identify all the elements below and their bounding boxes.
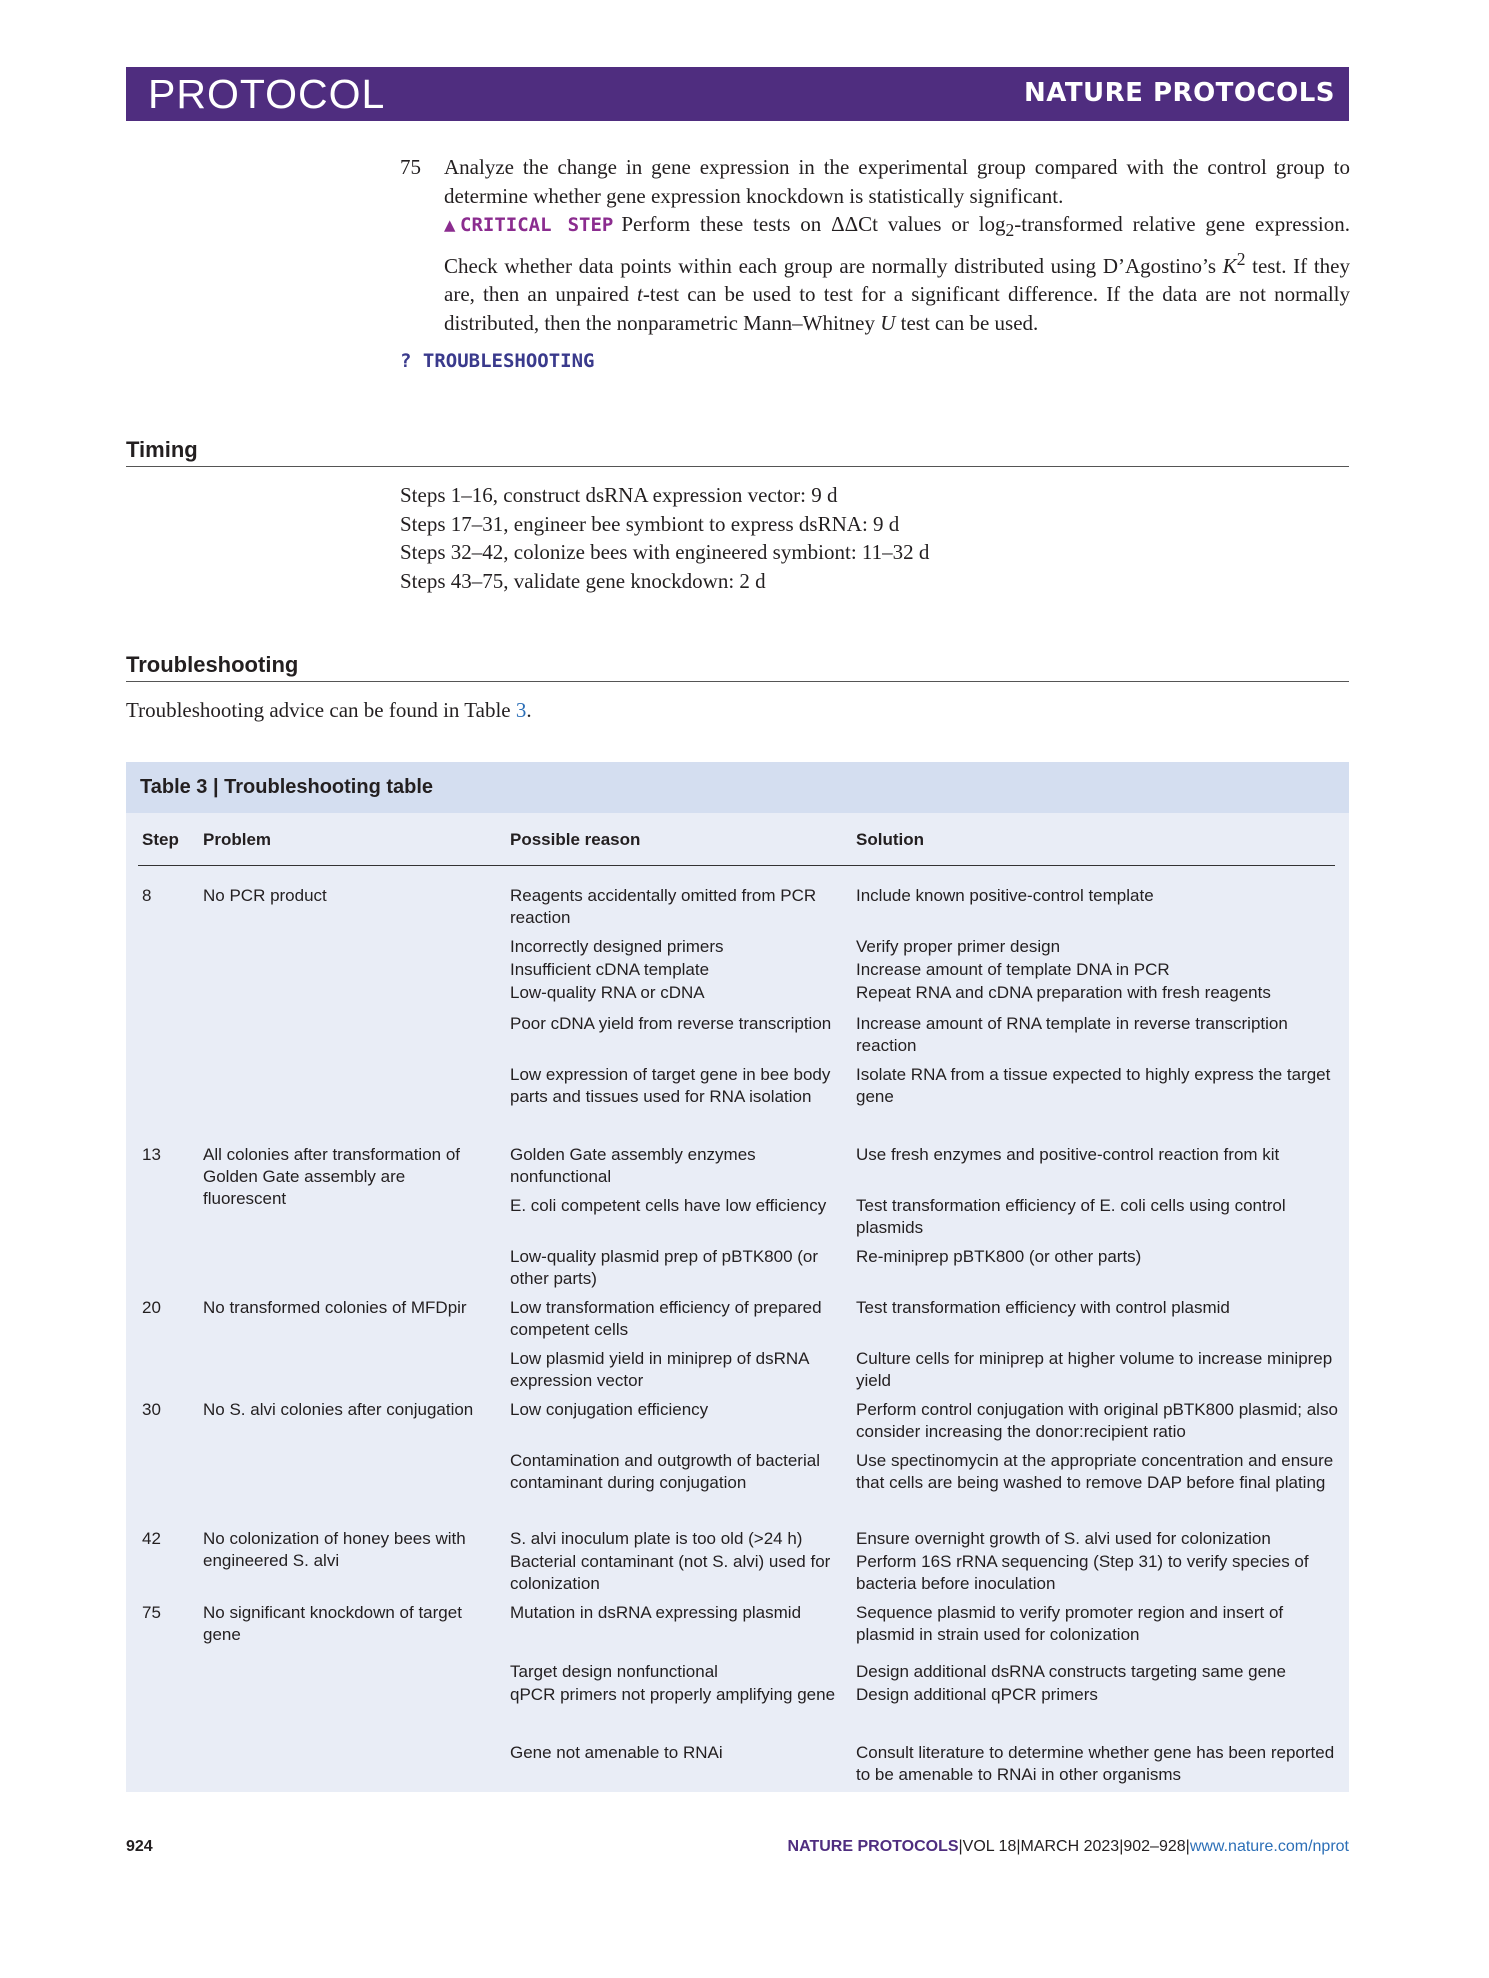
row-problem: No colonization of honey bees with engineered S. alvi [203,1529,466,1570]
row-problem: No S. alvi colonies after conjugation [203,1400,474,1419]
row-reason: Low transformation efficiency of prepared competent cells [510,1298,822,1339]
row-reason: Gene not amenable to RNAi [510,1743,723,1762]
row-solution: Use spectinomycin at the appropriate concentration and ensure that cells are being washed to remove DAP before final plating [856,1451,1334,1492]
row-step: 75 [142,1603,161,1622]
row-problem: No significant knockdown of target gene [203,1603,462,1644]
page-number: 924 [126,1838,153,1855]
row-reason: Low-quality RNA or cDNA [510,983,705,1002]
table-caption: Table 3 | Troubleshooting table [126,762,1349,813]
row-solution: Isolate RNA from a tissue expected to highly express the target gene [856,1065,1331,1106]
row-reason: Low conjugation efficiency [510,1400,709,1419]
row-reason: Target design nonfunctional [510,1662,718,1681]
row-solution: Include known positive-control template [856,886,1154,905]
row-solution: Verify proper primer design [856,937,1061,956]
footer-sep: | [1119,1838,1124,1855]
troubleshooting-text [126,698,532,723]
timing-line: Steps 1–16, construct dsRNA expression vector: 9 d [400,483,838,507]
row-reason: Contamination and outgrowth of bacterial contaminant during conjugation [510,1451,820,1492]
row-step: 30 [142,1400,161,1419]
row-step: 8 [142,886,152,905]
critical-text: -transformed relative gene expression. Check whether data points within each group are normally distributed using D’Agostino’s [444,212,1351,278]
row-reason: Incorrectly designed primers [510,937,724,956]
row-reason: Low plasmid yield in miniprep of dsRNA expression vector [510,1349,809,1390]
critical-italic: K [1222,253,1237,278]
troubleshooting-table [126,762,1349,1792]
row-problem: No transformed colonies of MFDpir [203,1298,467,1317]
row-step: 20 [142,1298,161,1317]
header-banner [126,67,1349,121]
footer-sep: | [1016,1838,1021,1855]
row-reason: Low expression of target gene in bee body parts and tissues used for RNA isolation [510,1065,831,1106]
row-reason: S. alvi inoculum plate is too old (>24 h) [510,1529,803,1548]
row-reason: Low-quality plasmid prep of pBTK800 (or other parts) [510,1247,819,1288]
step-text: Analyze the change in gene expression in the experimental group compared with the control group to determine whether gene expression knockdown is statistically significant. [444,155,1350,208]
journal-name: NATURE PROTOCOLS [1023,78,1335,108]
timing-heading: Timing [126,437,1349,467]
header-reason: Possible reason [510,830,641,849]
row-solution: Re-miniprep pBTK800 (or other parts) [856,1247,1142,1266]
critical-text: -test can be used to test for a significant difference. If the data are not normally distributed, then the nonparametric Mann–Whitney [444,282,1350,335]
row-reason: Golden Gate assembly enzymes nonfunctional [510,1145,756,1186]
row-step: 42 [142,1529,161,1548]
critical-text: Perform these tests on ΔΔCt values or log [621,212,1006,236]
footer-volume: VOL 18 [962,1838,1017,1855]
row-solution: Perform control conjugation with original pBTK800 plasmid; also consider increasing the donor:recipient ratio [856,1400,1338,1441]
row-step: 13 [142,1145,161,1164]
timing-list [400,481,929,595]
footer-pages: 902–928 [1123,1838,1186,1855]
footer-info [788,1838,1349,1856]
header-step: Step [142,830,179,849]
step-body [444,153,1350,337]
ts-text-part: . [526,698,532,722]
timing-line: Steps 17–31, engineer bee symbiont to express dsRNA: 9 d [400,511,900,536]
troubleshooting-link[interactable]: ? TROUBLESHOOTING [400,350,595,372]
row-reason: Reagents accidentally omitted from PCR reaction [510,886,817,927]
footer-sep: | [1185,1838,1190,1855]
footer-journal: NATURE PROTOCOLS [787,1838,959,1855]
ts-text-part: Troubleshooting advice can be found in Table [126,698,516,722]
row-solution: Test transformation efficiency of E. coli cells using control plasmids [856,1196,1286,1237]
timing-line: Steps 43–75, validate gene knockdown: 2 d [400,568,766,593]
row-solution: Test transformation efficiency with control plasmid [856,1298,1230,1317]
critical-step-label: ▲CRITICAL STEP [444,214,614,236]
row-solution: Consult literature to determine whether gene has been reported to be amenable to RNAi in other organisms [856,1743,1335,1784]
table-header [138,813,1335,866]
step-number: 75 [400,155,421,179]
critical-text: test can be used. [895,310,1039,335]
row-reason: qPCR primers not properly amplifying gene [510,1685,836,1704]
row-reason: E. coli competent cells have low efficiency [510,1196,827,1215]
table-ref-link[interactable]: 3 [515,698,527,722]
row-solution: Use fresh enzymes and positive-control reaction from kit [856,1145,1280,1164]
row-solution: Increase amount of RNA template in reverse transcription reaction [856,1014,1288,1055]
footer-url[interactable]: www.nature.com/nprot [1189,1838,1349,1855]
critical-italic: U [880,310,896,335]
row-reason: Poor cDNA yield from reverse transcription [510,1014,832,1033]
header-solution: Solution [856,830,924,849]
step-75 [400,153,1350,337]
critical-sub: 2 [1005,220,1015,241]
section-label: PROTOCOL [148,71,386,117]
row-solution: Ensure overnight growth of S. alvi used for colonization [856,1529,1271,1548]
footer-sep: | [958,1838,963,1855]
row-problem: No PCR product [203,886,327,905]
footer-date: MARCH 2023 [1020,1838,1120,1855]
row-solution: Design additional dsRNA constructs targeting same gene [856,1662,1286,1681]
row-solution: Increase amount of template DNA in PCR [856,960,1170,979]
row-reason: Insufficient cDNA template [510,960,710,979]
row-reason: Bacterial contaminant (not S. alvi) used for colonization [510,1552,831,1593]
critical-italic: t [637,282,643,307]
row-solution: Repeat RNA and cDNA preparation with fresh reagents [856,983,1271,1002]
row-solution: Culture cells for miniprep at higher volume to increase miniprep yield [856,1349,1333,1390]
timing-line: Steps 32–42, colonize bees with engineered symbiont: 11–32 d [400,540,930,564]
critical-text: test. If they are, then an unpaired [444,253,1350,307]
row-reason: Mutation in dsRNA expressing plasmid [510,1603,802,1622]
row-solution: Design additional qPCR primers [856,1685,1098,1704]
row-problem: All colonies after transformation of Golden Gate assembly are fluorescent [203,1145,461,1208]
header-problem: Problem [203,830,272,849]
row-solution: Perform 16S rRNA sequencing (Step 31) to verify species of bacteria before inoculation [856,1552,1309,1593]
row-solution: Sequence plasmid to verify promoter region and insert of plasmid in strain used for colonization [856,1603,1284,1644]
troubleshooting-heading: Troubleshooting [126,652,1349,682]
critical-sup: 2 [1236,248,1246,269]
